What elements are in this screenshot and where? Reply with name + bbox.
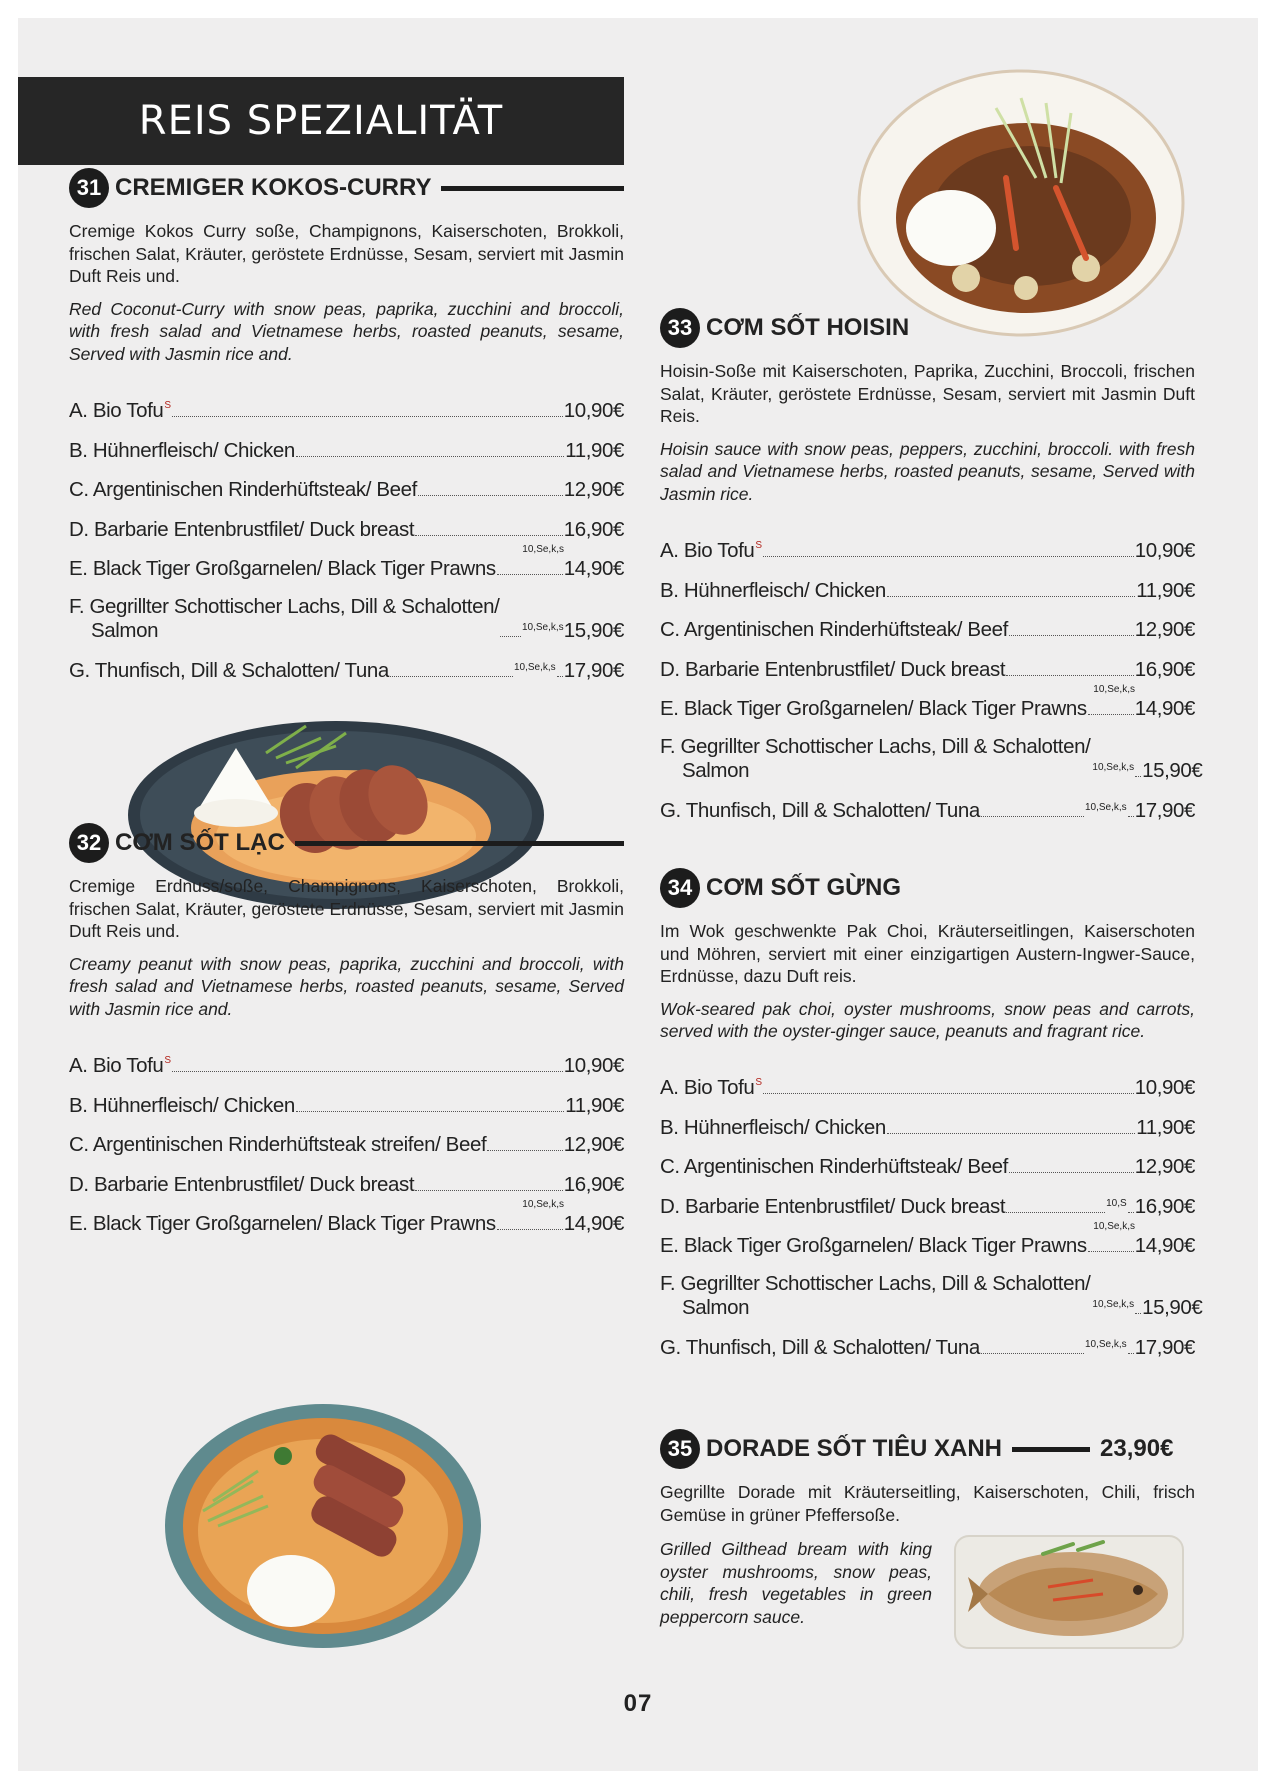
item-price: 14,90€ — [563, 557, 624, 581]
item-price: 10,90€ — [563, 399, 624, 423]
item-price: 10,90€ — [1134, 539, 1195, 563]
header-rule — [1012, 1447, 1090, 1452]
price-item: D. Barbarie Entenbrustfilet/ Duck breast 16,90€ — [69, 1172, 624, 1196]
section-number-badge: 34 — [660, 868, 700, 908]
price-item: D. Barbarie Entenbrustfilet/ Duck breast 10,S 16,90€ — [660, 1194, 1195, 1218]
header-rule — [295, 841, 624, 846]
item-price: 16,90€ — [563, 517, 624, 541]
section-number-badge: 35 — [660, 1429, 700, 1469]
section-header — [69, 168, 624, 208]
price-item: E. Black Tiger Großgarnelen/ Black Tiger Prawns 10,Se,k,s 14,90€ — [69, 1198, 624, 1236]
price-item: E. Black Tiger Großgarnelen/ Black Tiger Prawns 10,Se,k,s 14,90€ — [660, 683, 1195, 721]
section-header — [660, 1429, 1195, 1469]
item-price: 12,90€ — [1134, 1155, 1195, 1179]
description-english: Wok-seared pak choi, oyster mushrooms, snow peas and carrots, served with the oyster-ginger sauce, peanuts and fragrant rice. — [660, 998, 1195, 1042]
section-33 — [660, 308, 1203, 823]
section-title: DORADE SỐT TIÊU XANH — [706, 1435, 1003, 1462]
price-item: C. Argentinischen Rinderhüftsteak/ Beef 12,90€ — [660, 618, 1195, 642]
item-price: 17,90€ — [1134, 798, 1195, 822]
price-item: F. Gegrillter Schottischer Lachs, Dill & Schalotten/ Salmon 10,Se,k,s 15,90€ — [69, 595, 624, 643]
item-price: 14,90€ — [1134, 1234, 1195, 1258]
section-title: CƠM SỐT GỪNG — [706, 874, 902, 901]
page-title: REIS SPEZIALITÄT — [138, 98, 504, 144]
price-item: B. Hühnerfleisch/ Chicken 11,90€ — [69, 1093, 624, 1117]
allergen-code: 10,Se,k,s — [1084, 1338, 1127, 1350]
item-price: 14,90€ — [1134, 697, 1195, 721]
price-item: A. Bio Tofu S 10,90€ — [660, 1076, 1195, 1100]
item-price: 15,90€ — [1142, 759, 1203, 783]
price-item: G. Thunfisch, Dill & Schalotten/ Tuna 10,Se,k,s 17,90€ — [660, 1335, 1195, 1359]
section-number-badge: 31 — [69, 168, 109, 208]
section-31 — [69, 168, 624, 683]
description-english: Hoisin sauce with snow peas, peppers, zucchini, broccoli. with fresh salad and Vietnamese herbs, roasted peanuts, sesame, Served with Jasmin rice. — [660, 438, 1195, 504]
price-list — [660, 524, 1203, 823]
menu-page — [18, 18, 1258, 1771]
section-header — [69, 823, 624, 863]
item-price: 12,90€ — [563, 478, 624, 502]
description-german: Cremige Kokos Curry soße, Champignons, Kaiserschoten, Brokkoli, frischen Salat, Kräuter, geröstete Erdnüsse, Sesam, serviert mit Jasmin Duft Reis und. — [69, 221, 624, 287]
allergen-code: 10,Se,k,s — [1093, 683, 1135, 695]
price-item: E. Black Tiger Großgarnelen/ Black Tiger Prawns 10,Se,k,s 14,90€ — [660, 1220, 1195, 1258]
allergen-code: 10,Se,k,s — [522, 1198, 564, 1210]
section-header — [660, 308, 1195, 348]
peanut-curry-plate-image — [163, 1401, 483, 1651]
price-list — [660, 1061, 1203, 1360]
section-title: CƠM SỐT LẠC — [115, 829, 285, 856]
item-price: 14,90€ — [563, 1212, 624, 1236]
item-price: 10,90€ — [1134, 1076, 1195, 1100]
price-list — [69, 384, 624, 683]
section-title: CƠM SỐT HOISIN — [706, 314, 910, 341]
price-item: G. Thunfisch, Dill & Schalotten/ Tuna 10,Se,k,s 17,90€ — [660, 798, 1195, 822]
section-34 — [660, 868, 1203, 1360]
price-item: B. Hühnerfleisch/ Chicken 11,90€ — [660, 578, 1195, 602]
description-english: Creamy peanut with snow peas, paprika, zucchini and broccoli, with fresh salad and Vietnamese herbs, roasted peanuts, sesame, Served with Jasmin rice and. — [69, 953, 624, 1019]
item-price: 16,90€ — [563, 1172, 624, 1196]
price-item: D. Barbarie Entenbrustfilet/ Duck breast 16,90€ — [69, 517, 624, 541]
item-price: 16,90€ — [1134, 657, 1195, 681]
price-item: D. Barbarie Entenbrustfilet/ Duck breast 16,90€ — [660, 657, 1195, 681]
item-price: 16,90€ — [1134, 1194, 1195, 1218]
description-german: Gegrillte Dorade mit Kräuterseitling, Kaiserschoten, Chili, frisch Gemüse in grüner Pfeffersoße. — [660, 1482, 1195, 1525]
description-german: Hoisin-Soße mit Kaiserschoten, Paprika, Zucchini, Broccoli, frischen Salat, Kräuter, geröstete Erdnüsse, Sesam, serviert mit Jasmin Duft Reis. — [660, 361, 1195, 427]
hoisin-beef-plate-image — [856, 68, 1186, 338]
marker: S — [164, 400, 172, 412]
description-german: Im Wok geschwenkte Pak Choi, Kräuterseitlingen, Kaiserschoten und Möhren, serviert mit einer einzigartigen Austern-Ingwer-Sauce, Erdnüsse, dazu Duft reis. — [660, 921, 1195, 987]
item-price: 15,90€ — [1142, 1296, 1203, 1320]
price-item: E. Black Tiger Großgarnelen/ Black Tiger Prawns 10,Se,k,s 14,90€ — [69, 543, 624, 581]
allergen-code: 10,Se,k,s — [1092, 762, 1135, 774]
item-price: 11,90€ — [565, 1093, 624, 1117]
section-32 — [69, 823, 624, 1236]
allergen-code: 10,Se,k,s — [521, 622, 564, 634]
description-english: Grilled Gilthead bream with king oyster mushrooms, snow peas, chili, fresh vegetables in green peppercorn sauce. — [660, 1539, 932, 1627]
price-item: C. Argentinischen Rinderhüftsteak streifen/ Beef 12,90€ — [69, 1133, 624, 1157]
price-item: F. Gegrillter Schottischer Lachs, Dill & Schalotten/ Salmon 10,Se,k,s 15,90€ — [660, 1272, 1203, 1320]
price-item: A. Bio Tofu S 10,90€ — [660, 539, 1195, 563]
allergen-code: 10,Se,k,s — [1092, 1299, 1135, 1311]
allergen-code: 10,Se,k,s — [513, 661, 556, 673]
price-list — [69, 1039, 624, 1237]
allergen-code: 10,Se,k,s — [1093, 1220, 1135, 1232]
marker: S — [755, 1077, 763, 1089]
price-item: F. Gegrillter Schottischer Lachs, Dill & Schalotten/ Salmon 10,Se,k,s 15,90€ — [660, 735, 1203, 783]
item-price: 11,90€ — [1136, 578, 1195, 602]
marker: S — [164, 1055, 172, 1067]
item-price: 12,90€ — [563, 1133, 624, 1157]
marker: S — [755, 540, 763, 552]
page-title-banner — [18, 77, 624, 165]
price-item: B. Hühnerfleisch/ Chicken 11,90€ — [660, 1115, 1195, 1139]
section-title: CREMIGER KOKOS-CURRY — [115, 174, 432, 201]
section-number-badge: 32 — [69, 823, 109, 863]
header-rule — [441, 186, 624, 191]
item-price: 17,90€ — [1134, 1335, 1195, 1359]
allergen-code: 10,S — [1106, 1197, 1127, 1209]
section-header — [660, 868, 1195, 908]
dorade-fish-plate-image — [953, 1532, 1185, 1652]
price-item: C. Argentinischen Rinderhüftsteak/ Beef 12,90€ — [660, 1155, 1195, 1179]
description-german: Cremige Erdnuss/soße, Champignons, Kaiserschoten, Brokkoli, frischen Salat, Kräuter, geröstete Erdnüsse, Sesam, serviert mit Jasmin Duft Reis und. — [69, 876, 624, 942]
item-price: 17,90€ — [563, 658, 624, 682]
page-number: 07 — [623, 1690, 653, 1717]
item-price: 12,90€ — [1134, 618, 1195, 642]
price-item: A. Bio Tofu S 10,90€ — [69, 1054, 624, 1078]
price-item: A. Bio Tofu S 10,90€ — [69, 399, 624, 423]
allergen-code: 10,Se,k,s — [522, 543, 564, 555]
section-price: 23,90€ — [1100, 1435, 1174, 1462]
section-number-badge: 33 — [660, 308, 700, 348]
allergen-code: 10,Se,k,s — [1084, 801, 1127, 813]
item-price: 10,90€ — [563, 1054, 624, 1078]
price-item: B. Hühnerfleisch/ Chicken 11,90€ — [69, 438, 624, 462]
item-price: 11,90€ — [1136, 1115, 1195, 1139]
price-item: C. Argentinischen Rinderhüftsteak/ Beef 12,90€ — [69, 478, 624, 502]
description-english: Red Coconut-Curry with snow peas, paprika, zucchini and broccoli, with fresh salad and Vietnamese herbs, roasted peanuts, sesame, Served with Jasmin rice and. — [69, 298, 624, 364]
price-item: G. Thunfisch, Dill & Schalotten/ Tuna 10,Se,k,s 17,90€ — [69, 658, 624, 682]
item-price: 15,90€ — [563, 619, 624, 643]
item-price: 11,90€ — [565, 438, 624, 462]
